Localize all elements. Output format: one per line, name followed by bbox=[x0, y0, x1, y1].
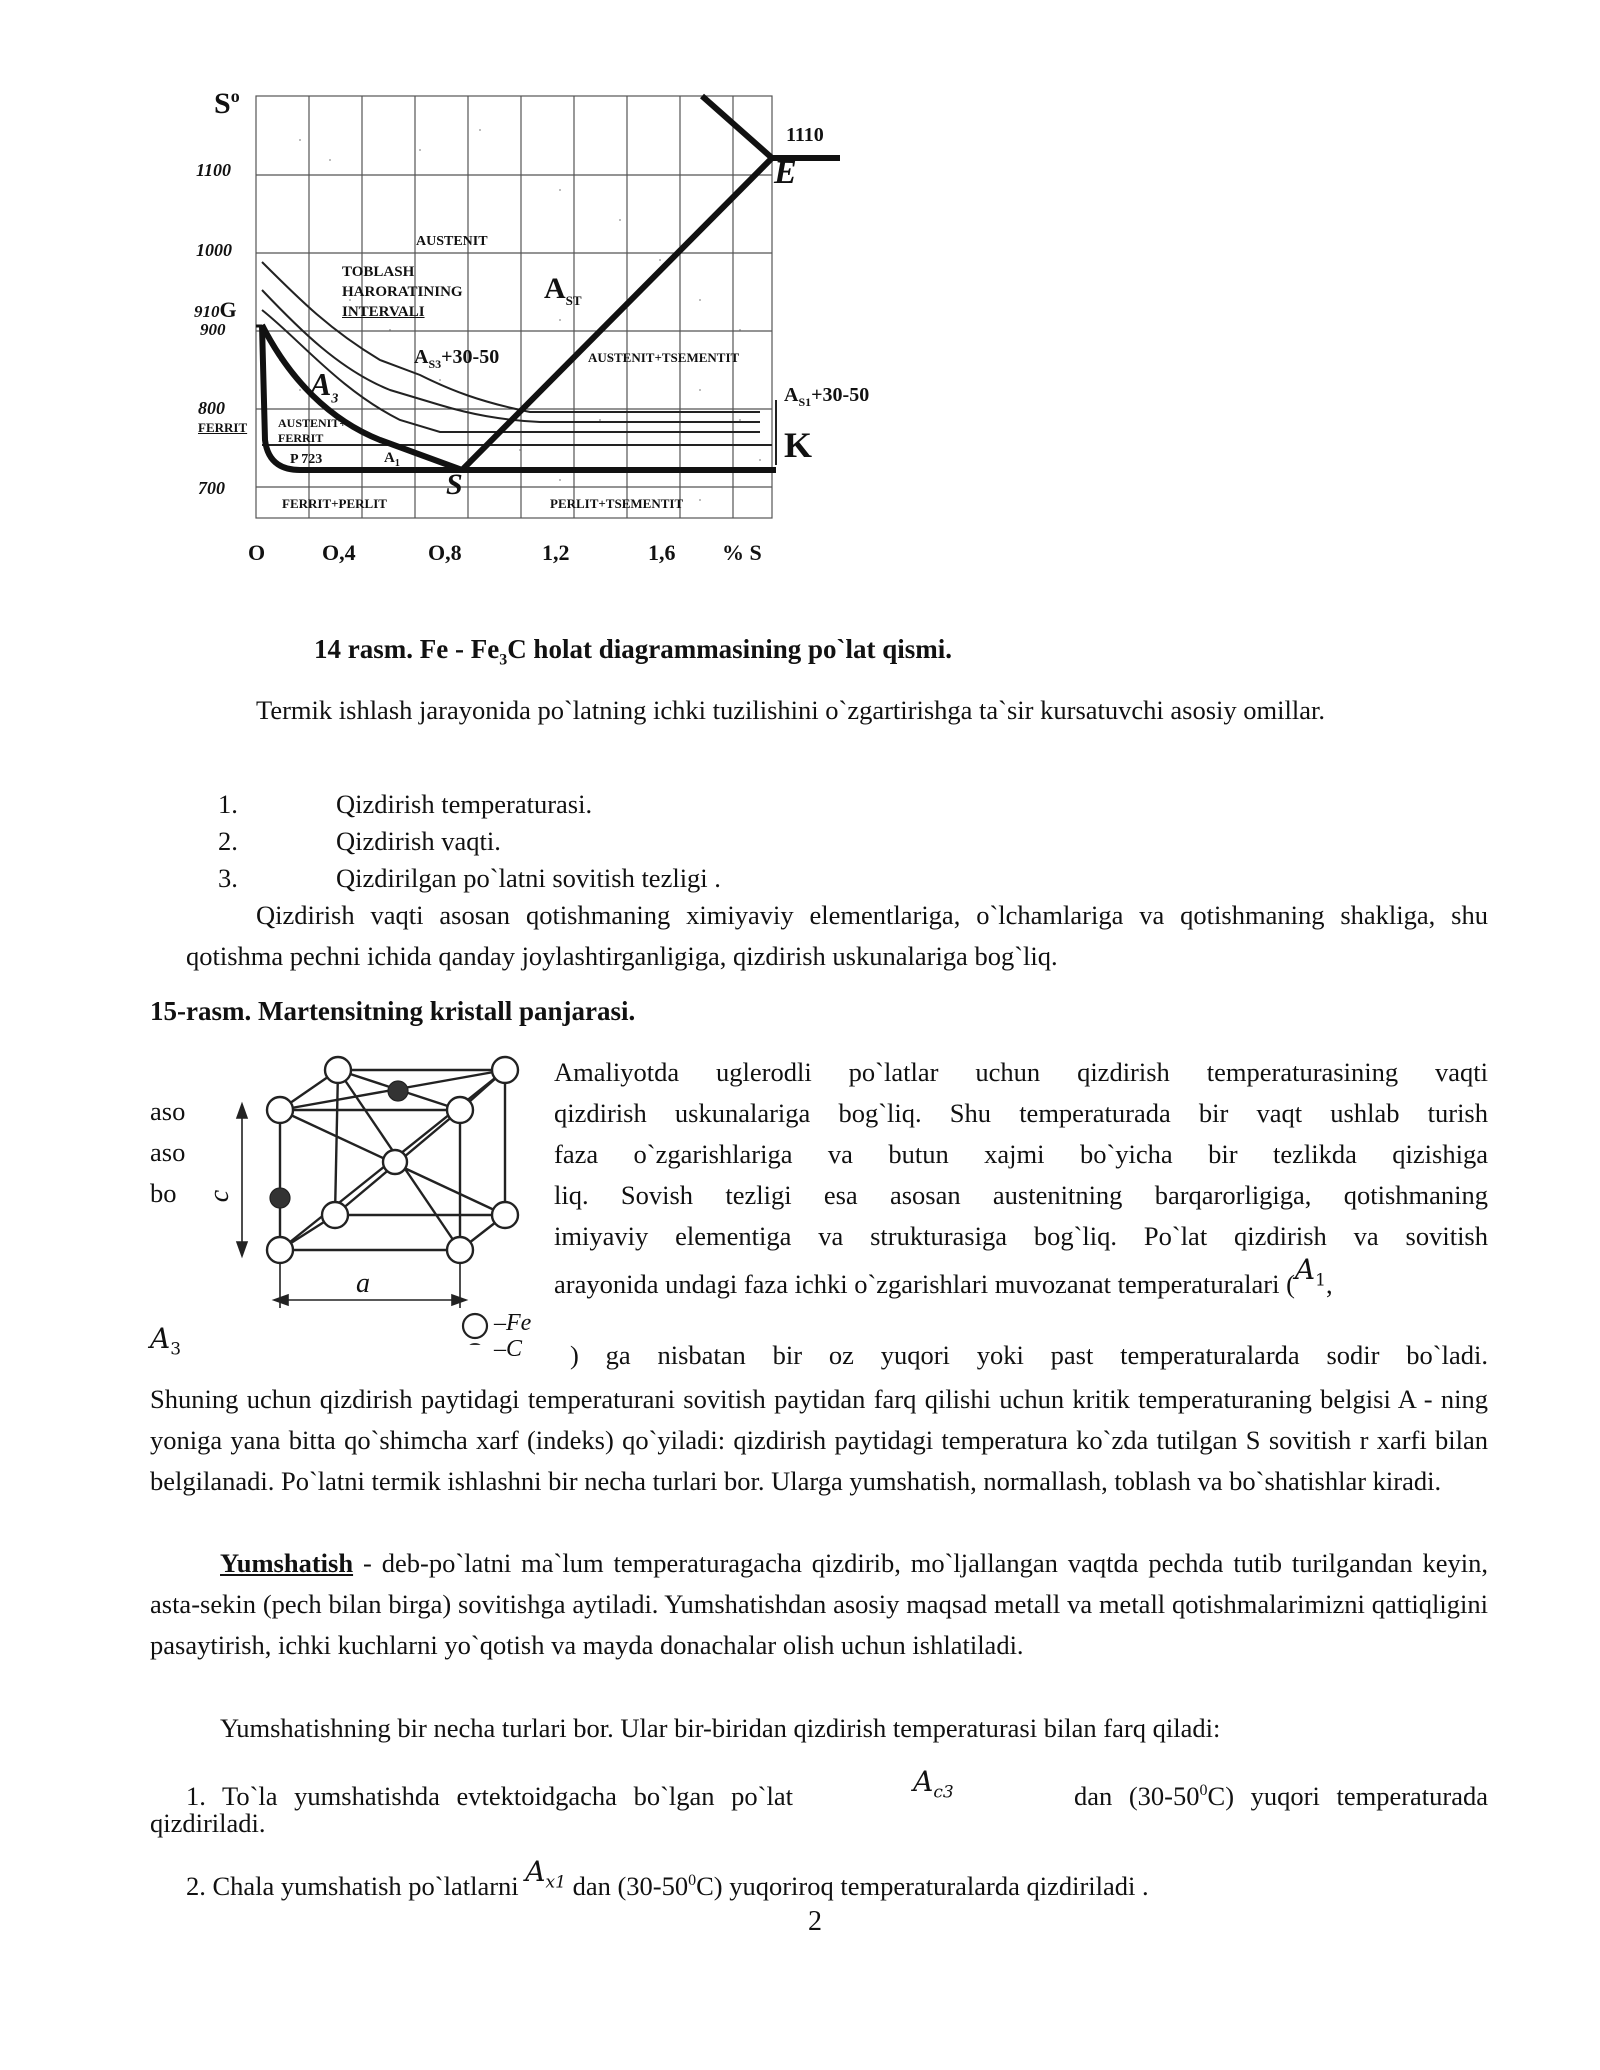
ferrit-left-label: FERRIT bbox=[198, 420, 248, 435]
figure-14-caption bbox=[314, 634, 952, 669]
point-e-label: E bbox=[774, 154, 797, 191]
factors-list bbox=[218, 786, 721, 897]
symbol-a3-sub: 3 bbox=[170, 1339, 182, 1360]
label-ast bbox=[544, 272, 582, 309]
paragraph-yumshatish bbox=[150, 1543, 1488, 1666]
label-ast-letter: A bbox=[544, 272, 566, 305]
axis-label-y bbox=[214, 86, 240, 121]
left-fragment: aso bbox=[150, 1096, 186, 1126]
x-axis-unit: % S bbox=[722, 540, 762, 565]
label-a3-letter: A bbox=[310, 366, 332, 402]
figure-14-caption-post: C holat diagrammasining po`lat qismi. bbox=[507, 634, 952, 664]
label-perlit-tsementit: PERLIT+TSEMENTIT bbox=[550, 496, 684, 511]
annealing-item-1-post-a: dan (30-50 bbox=[1073, 1780, 1200, 1811]
symbol-ac3 bbox=[913, 1761, 954, 1814]
point-s-label: S bbox=[446, 468, 463, 501]
wrap-line: qizdirish uskunalariga bog`liq. Shu temperaturada bir vaqt ushlab turish bbox=[554, 1098, 1488, 1128]
paragraph-critical-temp: Shuning uchun qizdirish paytidagi temperaturani sovitish paytidan farq qilishi uchun kritik temperaturaning belgisi A - ning yoniga yana bitta qo`shimcha xarf (indeks) qo`yiladi: qizdirish paytidagi temperatura ko`zda tutilgan S sovitish r xarfi bilan belgilanadi. Po`latni termik ishlashni bir necha turlari bor. Ularga yumshatish, normallash, toblash va bo`shatishlar kiradi. bbox=[150, 1384, 1488, 1496]
symbol-ac3-sub: c3 bbox=[933, 1782, 954, 1803]
label-a1-sub: 1 bbox=[394, 458, 400, 469]
symbol-ac3-letter: A bbox=[913, 1764, 934, 1798]
yumshatish-definition: - deb-po`latni ma`lum temperaturagacha qizdirib, mo`ljallangan vaqtda pechda tutib turilgandan keyin, asta-sekin (pech bilan birga) sovitishga aytiladi. Yumshatishdan asosiy maqsad metall va metall qotishmalarimizni qattiqligini pasaytirish, ichki kuchlarni yo`qotish va mayda donachalar olish uchun ishlatiladi. bbox=[150, 1548, 1488, 1660]
annealing-item-1-pre: 1. To`la yumshatishda evtektoidgacha bo`lgan po`lat bbox=[186, 1780, 793, 1811]
point-k-label: K bbox=[784, 425, 813, 465]
annealing-item-2 bbox=[186, 1854, 1149, 1917]
annealing-item-1-post-b: C) yuqori temperaturada bbox=[1207, 1780, 1488, 1811]
symbol-ax1 bbox=[525, 1854, 566, 1893]
list-item-num: 3. bbox=[218, 863, 238, 893]
austenit-ferrit-line-1: AUSTENIT+ bbox=[278, 416, 347, 430]
left-fragment: bo bbox=[150, 1178, 177, 1208]
y-tick-910-value: 910 bbox=[194, 302, 220, 321]
label-as3-sub: S3 bbox=[428, 357, 442, 371]
annealing-item-2-sup: 0 bbox=[688, 1872, 697, 1889]
label-as1-letter: A bbox=[784, 384, 799, 406]
label-a3 bbox=[310, 366, 338, 407]
annealing-item-2-pre: 2. Chala yumshatish po`latlarni bbox=[186, 1870, 519, 1901]
y-tick-1100: 1100 bbox=[196, 160, 232, 180]
legend-c-label: C bbox=[506, 1336, 523, 1362]
label-as3-letter: A bbox=[414, 346, 429, 368]
label-ast-sub: ST bbox=[565, 293, 582, 308]
legend-fe: –Fe bbox=[494, 1310, 532, 1336]
point-g-label: G bbox=[219, 297, 237, 322]
symbol-a3 bbox=[150, 1322, 181, 1360]
figure-14-caption-sub: 3 bbox=[499, 651, 508, 669]
wrap-line-with-symbol bbox=[554, 1253, 1488, 1316]
annealing-item-1-post bbox=[1074, 1770, 1488, 1817]
dimension-a-label: a bbox=[356, 1268, 370, 1299]
wrap-text-block bbox=[554, 1052, 1488, 1316]
label-as3-range bbox=[414, 346, 499, 372]
x-tick-04: O,4 bbox=[322, 540, 356, 565]
wrap-line: Amaliyotda uglerodli po`latlar uchun qizdirish temperaturasining vaqti bbox=[554, 1057, 1488, 1087]
symbol-a3-letter: A bbox=[150, 1322, 171, 1355]
legend-c: –C bbox=[494, 1336, 523, 1362]
toblash-line-3: INTERVALI bbox=[342, 304, 425, 320]
x-tick-16: 1,6 bbox=[648, 540, 676, 565]
list-item-text: Qizdirish vaqti. bbox=[336, 826, 501, 856]
wrap-line-text: arayonida undagi faza ichki o`zgarishlari muvozanat temperaturalari ( bbox=[554, 1269, 1295, 1299]
symbol-a1-comma: , bbox=[1325, 1269, 1333, 1299]
symbol-a1 bbox=[1294, 1253, 1326, 1291]
symbol-a1-sub: 1 bbox=[1315, 1270, 1326, 1291]
x-tick-0: O bbox=[248, 540, 266, 565]
y-tick-1000: 1000 bbox=[196, 240, 232, 260]
annealing-item-1-line bbox=[186, 1764, 1488, 1827]
label-as1-range bbox=[784, 384, 869, 410]
line-after-a3: ) ga nisbatan bir oz yuqori yoki past temperaturalarda sodir bo`ladi. bbox=[570, 1340, 1488, 1370]
wrap-line: imiyaviy elementiga va strukturasiga bog`liq. Po`lat qizdirish va sovitish bbox=[554, 1221, 1488, 1251]
paragraph-factors: Termik ishlash jarayonida po`latning ichki tuzilishini o`zgartirishga ta`sir kursatuvchi asosiy omillar. bbox=[256, 695, 1325, 725]
label-a1-letter: A bbox=[384, 450, 395, 466]
annealing-item-1-sup: 0 bbox=[1199, 1782, 1208, 1799]
list-item bbox=[218, 823, 721, 860]
label-a3-sub: 3 bbox=[331, 391, 339, 407]
annealing-item-2-post-b: C) yuqoriroq temperaturalarda qizdiriladi . bbox=[696, 1870, 1149, 1901]
symbol-ax1-sub: x1 bbox=[545, 1872, 566, 1893]
figure-15-caption: 15-rasm. Martensitning kristall panjarasi. bbox=[150, 996, 636, 1026]
label-as1-sub: S1 bbox=[798, 395, 812, 409]
annealing-item-1 bbox=[186, 1764, 1488, 1827]
page-number: 2 bbox=[808, 1906, 822, 1937]
x-tick-08: O,8 bbox=[428, 540, 462, 565]
list-item-text: Qizdirilgan po`latni sovitish tezligi . bbox=[336, 863, 721, 893]
toblash-line-2: HARORATINING bbox=[342, 284, 463, 300]
y-tick-800: 800 bbox=[198, 398, 225, 418]
list-item-text: Qizdirish temperaturasi. bbox=[336, 789, 593, 819]
figure-14-caption-pre: 14 rasm. Fe - Fe bbox=[314, 634, 500, 664]
y-tick-700: 700 bbox=[198, 478, 225, 498]
austenit-ferrit-line-2: FERRIT bbox=[278, 431, 324, 445]
toblash-line-1: TOBLASH bbox=[342, 264, 415, 280]
dimension-c-label: c bbox=[204, 1189, 236, 1203]
label-a1 bbox=[384, 450, 400, 469]
wrap-line: liq. Sovish tezligi esa asosan austenitning barqarorligiga, qotishmaning bbox=[554, 1180, 1488, 1210]
label-austenit-ferrit bbox=[278, 416, 346, 446]
annealing-item-1-line2: qizdiriladi. bbox=[150, 1808, 266, 1838]
label-austenit: AUSTENIT bbox=[416, 234, 488, 249]
x-tick-12: 1,2 bbox=[542, 540, 570, 565]
list-item-num: 1. bbox=[218, 789, 238, 819]
axis-label-y-letter: S bbox=[214, 87, 231, 120]
yumshatish-term: Yumshatish bbox=[220, 1548, 354, 1578]
list-item bbox=[218, 786, 721, 823]
label-toblash-interval bbox=[342, 262, 463, 322]
paragraph-annealing-types: Yumshatishning bir necha turlari bor. Ular bir-biridan qizdirish temperaturasi bilan farq qiladi: bbox=[220, 1713, 1221, 1743]
y-tick-900: 900 bbox=[200, 320, 226, 339]
label-p723: P 723 bbox=[290, 452, 323, 467]
axis-label-y-degree: o bbox=[230, 86, 240, 106]
left-fragment: aso bbox=[150, 1137, 186, 1167]
symbol-ax1-letter: A bbox=[525, 1854, 546, 1888]
label-ferrit-perlit: FERRIT+PERLIT bbox=[282, 496, 387, 511]
martensite-lattice-figure bbox=[200, 1040, 560, 1345]
legend-fe-label: Fe bbox=[506, 1310, 532, 1336]
list-item bbox=[218, 860, 721, 897]
wrap-line: faza o`zgarishlariga va butun xajmi bo`yicha bir tezlikda qizishiga bbox=[554, 1139, 1488, 1169]
label-1110: 1110 bbox=[786, 124, 824, 146]
symbol-a1-letter: A bbox=[1294, 1253, 1316, 1286]
label-as3-tail: +30-50 bbox=[441, 346, 500, 368]
paragraph-heating-time: Qizdirish vaqti asosan qotishmaning ximiyaviy elementlariga, o`lchamlariga va qotishmaning shakliga, shu qotishma pechni ichida qanday joylashtirganligiga, qizdirish uskunalariga bog`liq. bbox=[186, 900, 1488, 971]
list-item-num: 2. bbox=[218, 826, 238, 856]
label-as1-tail: +30-50 bbox=[811, 384, 870, 406]
annealing-item-2-post-a: dan (30-50 bbox=[572, 1870, 689, 1901]
label-austenit-tsementit: AUSTENIT+TSEMENTIT bbox=[588, 350, 740, 365]
